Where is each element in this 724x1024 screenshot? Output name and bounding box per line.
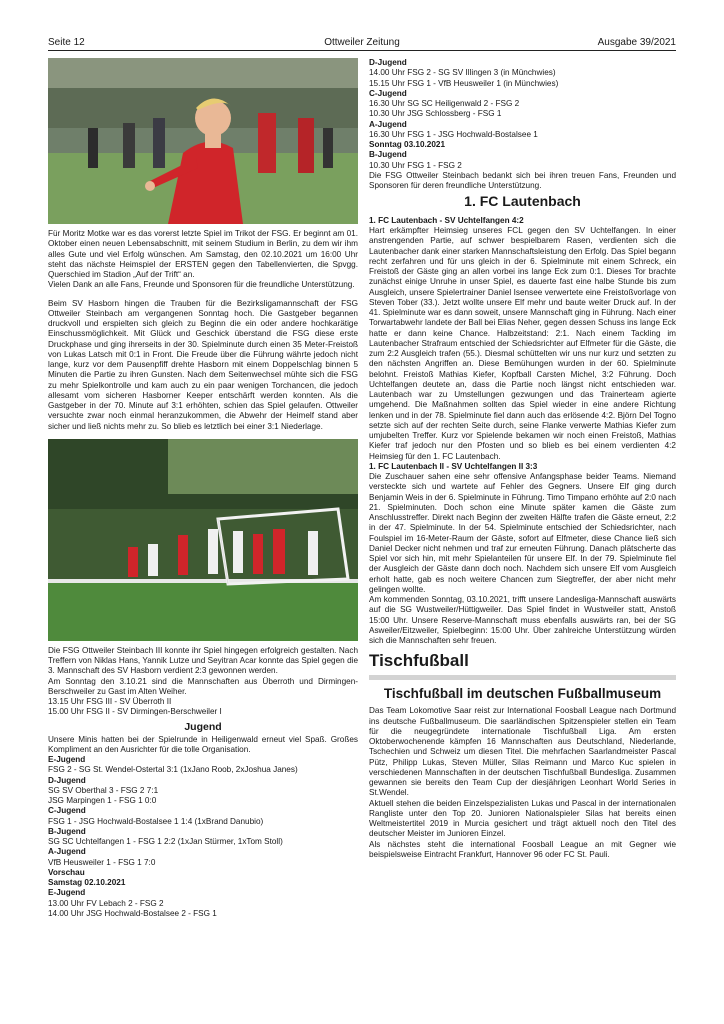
list-heading: Vorschau <box>48 867 85 877</box>
list-heading: B-Jugend <box>369 150 407 160</box>
match2-title: 1. FC Lautenbach II - SV Uchtelfangen II 3:3 <box>369 461 538 471</box>
list-item: 10.30 Uhr JSG Schlossberg - FSG 1 <box>369 109 502 119</box>
list-heading: C-Jugend <box>369 88 407 98</box>
list-item: 13.00 Uhr FV Lebach 2 - FSG 2 <box>48 898 164 908</box>
senior-fixture: 15.00 Uhr FSG II - SV Dirmingen-Berschweiler I <box>48 707 222 717</box>
senior-fixture: 13.15 Uhr FSG III - SV Überroth II <box>48 697 172 706</box>
list-item: 10.30 Uhr FSG 1 - FSG 2 <box>369 160 462 170</box>
list-heading: Sonntag 03.10.2021 <box>369 140 445 149</box>
fcl-outlook: Am kommenden Sonntag, 03.10.2021, trifft unsere Landesliga-Mannschaft auswärts auf die SG Wustweiler/Hüttigweiler. Das Spiel findet in Wustweiler statt, Anstoß 15:00 Uhr. Unsere Reserve-Mannschaft muss ebenfalls auswärts ran, bei der SG Asweiler/Eitzweiler, Spielbeginn: 15:00 Uhr. Über zahlreiche Unterstützung würden sich die Mannschaften sehr freuen. <box>369 595 676 645</box>
newspaper-title: Ottweiler Zeitung <box>324 37 400 48</box>
list-item: 14.00 Uhr FSG 2 - SG SV Illingen 3 (in Münchwies) <box>369 68 556 78</box>
third-team-report: Die FSG Ottweiler Steinbach III konnte ihr Spiel hingegen erfolgreich gestalten. Nach Treffern von Niklas Hans, Yannik Lutze und Seyitran Acar konnte das Spiel gegen die 3. Mannschaft des SV Hasborn verdient 2:3 gewonnen werden. <box>48 645 358 676</box>
intro-paragraph-1: Für Moritz Motke war es das vorerst letzte Spiel im Trikot der FSG. Er beginnt am 01. Oktober einen neuen Lebensabschnitt, mit seinem Studium in Berlin, zu dem wir ihm alles Gute und viel Erfolg wünschen. Am Samstag, den 02.10.2021 um 16:00 Uhr steht das nächste Heimspiel der ERSTEN gegen den Tabellenvierten, die Spvgg. Querschied im Stadion „Auf der Trift“ an. <box>48 229 358 279</box>
left-column <box>48 58 358 919</box>
match-photo <box>48 439 358 641</box>
fsg-thanks: Die FSG Ottweiler Steinbach bedankt sich bei ihren treuen Fans, Freunden und Sponsoren für deren freundliche Unterstützung. <box>369 170 676 190</box>
page-number: Seite 12 <box>48 37 85 48</box>
list-heading: C-Jugend <box>48 806 86 816</box>
tischfussball-article-title: Tischfußball im deutschen Fußballmuseum <box>383 685 662 701</box>
match2-report: Die Zuschauer sahen eine sehr offensive Anfangsphase beider Teams. Niemand versteckte sich und wartete auf Fehler des Gegners. Unsere Elf ging durch Benjamin Weis in der 6. Spielminute in Führung. Timo Timpano erhöhte auf 2:0 nach 21. Spielminuten. Doch schon eine Minute später kamen die Gäste zum Anschlusstreffer. Direkt nach Beginn der zweiten Hälfte trafen die Gäste erneut, 2:2 in der 47. Spielminute. In der 54. Spielminute entschied der Schiedsrichter, nach Foulspiel im 16-Meter-Raum der Gäste, sofort auf Elfmeter, diese Chance ließ sich Daniel Decker nicht nehmen und traf zur erneuten Führung. Danach plätscherte das Spiel vor sich hin, mit mehr Spielanteilen für unsere Elf. In der 79. Spielminute fiel der Ausgleich der Gäste dann doch noch. Nachdem sich unsere Elf vom Ausgleich erholt hatte, gab es noch weitere Chancen zum Siegtreffer, der aber nicht mehr gelingen wollte. <box>369 472 676 594</box>
right-column <box>369 58 676 860</box>
intro-paragraph-2: Vielen Dank an alle Fans, Freunde und Sponsoren für die freundliche Unterstützung. <box>48 280 355 290</box>
list-heading: A-Jugend <box>48 847 86 857</box>
list-item: SG SC Uchtelfangen 1 - FSG 1 2:2 (1xJan Stürmer, 1xTom Stoll) <box>48 837 283 847</box>
tischfussball-paragraph-3: Als nächstes steht die international Foosball League an mit Gegner wie beispielsweise Eintracht Frankfurt, Hannover 96 oder FC St. Pauli. <box>369 839 676 859</box>
player-photo <box>48 58 358 224</box>
tischfussball-paragraph-1: Das Team Lokomotive Saar reist zur International Foosball League nach Dortmund ins deutsche Fußballmuseum. Die saarländischen Spitzenspieler stellen ein Team für die neugegründete internationale Tischfußball Liga. Am ersten Oktoberwochenende kämpfen 16 Mannschaften aus Deutschland, Niederlande, Tschechien und Schweiz um diesen Titel. Die mehrfachen Saarlandmeister Pascal Pütz, Philipp Lukas, Steven Müller, Silas Reimann und Marco Kuc spielen in verschiedenen Mannschaften in der deutschen Tischfußball Bundesliga. Zusammen gewannen sie bereits den Team Cup der diesjährigen Leonhart World Series in St.Wendel. <box>369 706 676 798</box>
tischfussball-paragraph-2: Aktuell stehen die beiden Einzelspezialisten Lukas und Pascal in der internationalen Rangliste unter den Top 20. Junioren Nationalspieler Silas hat bereits einen Weltmeistertitel 2019 in Murcia gesichert und trägt aktuell noch den Titel des deutscher Meister im Junioren Einzel. <box>369 798 676 839</box>
list-item: 16.30 Uhr FSG 1 - JSG Hochwald-Bostalsee 1 <box>369 129 538 139</box>
list-heading: E-Jugend <box>48 888 86 898</box>
list-heading: D-Jugend <box>369 58 407 67</box>
list-heading: A-Jugend <box>369 119 407 129</box>
page-header <box>48 37 676 51</box>
issue-number: Ausgabe 39/2021 <box>597 37 676 48</box>
list-heading: E-Jugend <box>48 755 86 765</box>
list-item: VfB Heusweiler 1 - FSG 1 7:0 <box>48 857 156 867</box>
third-team-outlook: Am Sonntag den 3.10.21 sind die Mannschaften aus Überroth und Dirmingen-Berschweiler zu Gast im Alten Weiher. <box>48 676 358 696</box>
list-item: 16.30 Uhr SG SC Heiligenwald 2 - FSG 2 <box>369 99 520 108</box>
list-item: FSG 1 - JSG Hochwald-Bostalsee 1 1:4 (1xBrand Danubio) <box>48 816 264 826</box>
jugend-results <box>48 755 358 919</box>
jugend-heading: Jugend <box>184 720 222 733</box>
list-item: FSG 2 - SG St. Wendel-Ostertal 3:1 (1xJano Roob, 2xJoshua Janes) <box>48 765 298 775</box>
list-item: JSG Marpingen 1 - FSG 1 0:0 <box>48 796 157 806</box>
youth-schedule <box>369 58 676 171</box>
list-item: 14.00 Uhr JSG Hochwald-Bostalsee 2 - FSG 1 <box>48 908 217 918</box>
match1-report: Hart erkämpfter Heimsieg unseres FCL gegen den SV Uchtelfangen. In einer anstrengenden Partie, auf schwer bespielbarem Rasen, verdienten sich die Lautenbacher dank einer starken Mannschaftsleistung den Erfolg. Das Spiel begann recht zerfahren und für uns gleich in der 6. Spielminute mit einem Schreck, ein Freistoß der Gäste ging an allen vorbei ins lange Eck zum 0:1. Dieses Tor brachte zunächst einige Unruhe in unser Spiel, es dauerte fast eine halbe Stunde bis zum Ausgleich, unsere Spielertrainer Daniel Isensee verwertete eine Freistoßvorlage von Steven Tober (33.). Jetzt wollte unsere Elf mehr und baute weiter Druck auf. In der 41. Spielminute war es dann soweit, unsere Mannschaft ging in Führung. Nach einer Torwartabwehr landete der Ball bei Elias Neher, gegen dessen Schuss ins lange Eck hatte er dann keine Chance. Halbzeitstand: 2:1. Nach einem Tackling im Lautenbacher Strafraum entschied der Schiedsrichter auf Elfmeter für die Gäste, die zum 2:2 Ausgleich trafen (55.). Diesmal schüttelten wir uns nur kurz und setzten zu den nächsten Angriffen an. Diese Bemühungen wurden in der 60. Spielminute belohnt. Freistoß Mathias Kiefer, Kopfball Carsten Michel, 3:2 Führung. Doch Uchtelfangen deutete an, dass die Partie noch längst nicht entschieden war. Lautenbach war zu Umstellungen gezwungen und das Trainerteam agierte umgehend. Die Maßnahmen sollten das Spiel wieder in eine andere Richtung lenken und in der 78. Spielminute fiel dann auch das erlösende 4:2. Björn Del Togno setzte sich auf der rechten Seite durch, seine Flanke verwerte Mathias Kiefer zum umjubelten Treffer. Kurz vor Spielende bekamen wir noch einen Freistoß, Mathias Kiefer traf jedoch nur den Pfosten und so blieb es bei einem verdienten 4:2 Heimsieg für den 1. FC Lautenbach. <box>369 226 676 461</box>
list-heading: Samstag 02.10.2021 <box>48 878 126 888</box>
list-item: SG SV Oberthal 3 - FSG 2 7:1 <box>48 785 159 795</box>
hasborn-report: Beim SV Hasborn hingen die Trauben für die Bezirksligamannschaft der FSG Ottweiler Steinbach am vergangenen Sonntag hoch. Die Gastgeber begannen druckvoll und erspielten sich gleich zu Beginn die ein oder andere hochkarätige Einschussmöglichkeit. Mit Glück und Geschick überstand die FSG diese erste Druckphase und ging ihrerseits in der 30. Spielminute durch einen 35 Meter-Freistoß von Lukas Latsch mit 0:1 in Front. Die Freude über die Führung währte jedoch nicht lange, kurz vor dem Pausenpfiff drehte Hasborn mit einem Doppelschlag binnen 5 Minuten die Partie zu ihren Gunsten. Nach dem Seitenwechsel mühte sich die FSG zu mehr Spielkontrolle und kam auch zu ein paar wenigen Torchancen, die jedoch allesamt vom sicheren Hasborner Keeper entschärft werden konnten. Als die Gastgeber in der 70. Minute auf 3:1 erhöhten, schien das Spiel gelaufen. Ottweiler versuchte zwar noch einmal heranzukommen, die Abwehr der Heimelf stand aber sicher und ließ nichts mehr zu. So blieb es letztlich bei einer 3:1 Niederlage. <box>48 298 358 431</box>
jugend-intro: Unsere Minis hatten bei der Spielrunde in Heiligenwald erneut viel Spaß. Großes Kompliment an den Ausrichter für die tolle Organisation. <box>48 734 358 754</box>
list-item: 15.15 Uhr FSG 1 - VfB Heusweiler 1 (in Münchwies) <box>369 78 559 88</box>
list-heading: D-Jugend <box>48 775 86 785</box>
tischfussball-section-heading: Tischfußball <box>369 650 676 679</box>
match1-title: 1. FC Lautenbach - SV Uchtelfangen 4:2 <box>369 215 524 225</box>
list-heading: B-Jugend <box>48 826 86 836</box>
fcl-heading: 1. FC Lautenbach <box>464 193 581 210</box>
